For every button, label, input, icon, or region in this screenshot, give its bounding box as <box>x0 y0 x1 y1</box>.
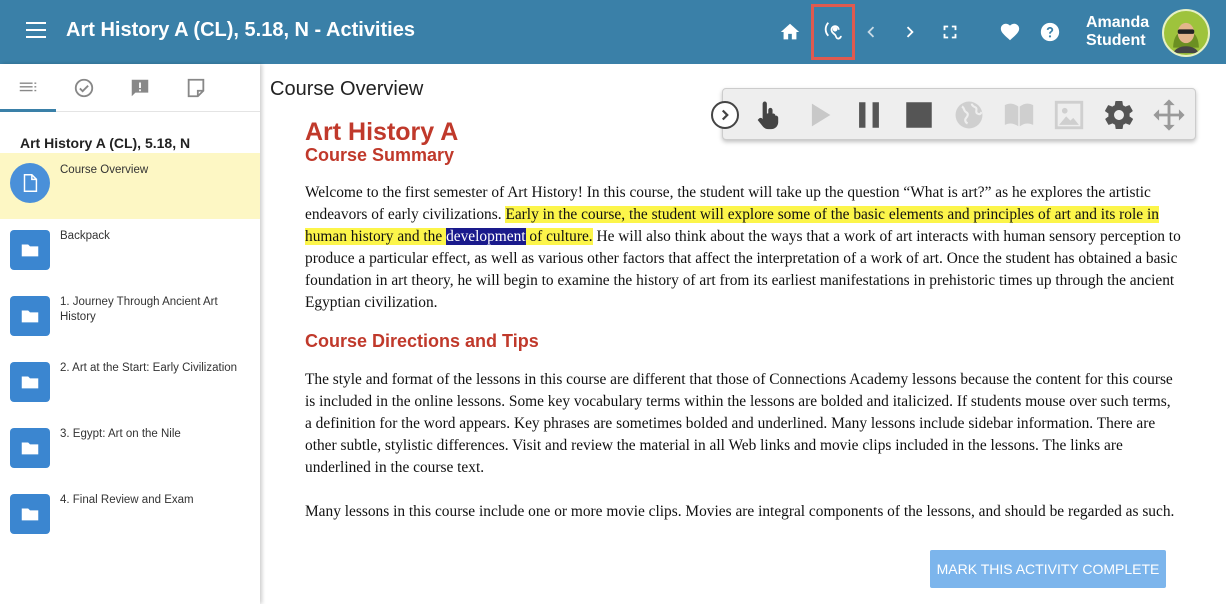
page-title: Course Overview <box>270 78 424 100</box>
fullscreen-icon[interactable] <box>934 16 966 48</box>
help-icon[interactable] <box>1034 16 1066 48</box>
tts-current-word: development <box>446 228 526 245</box>
directions-paragraph: The style and format of the lessons in this course are different that those of Connections Academy lessons because the content for this course is included in the online lessons. Some key vocabulary terms within the lessons are bolded and italicized. If students mouse over such terms, a definition for the word appears. Key phrases are sometimes bolded and underlined. Many lessons include sidebar information. There are other subtle, stylistic differences. Visit and review the material in all Web links and movie clips included in the lessons. The links are underlined in the course text. <box>305 371 1173 476</box>
sidebar-item-label: 2. Art at the Start: Early Civilization <box>60 362 238 374</box>
sidebar-item-label: 3. Egypt: Art on the Nile <box>60 428 181 440</box>
chevron-left-icon[interactable] <box>855 16 887 48</box>
sidebar-item-backpack[interactable] <box>0 219 260 285</box>
sidebar-tabs <box>0 64 260 112</box>
avatar[interactable] <box>1162 9 1210 57</box>
stop-icon[interactable] <box>901 97 937 133</box>
note-icon[interactable] <box>184 76 208 100</box>
alert-icon[interactable] <box>128 76 152 100</box>
main-content <box>262 64 1226 604</box>
collapse-icon[interactable] <box>711 101 739 129</box>
sidebar-item-course-overview[interactable] <box>0 153 260 219</box>
book-icon[interactable] <box>1001 97 1037 133</box>
heart-icon[interactable] <box>994 16 1026 48</box>
listen-icon[interactable] <box>817 16 849 48</box>
pause-icon[interactable] <box>851 97 887 133</box>
movies-paragraph: Many lessons in this course include one or more movie clips. Movies are integral components of the lessons, and should be regarded as such. <box>305 503 1175 520</box>
sidebar-item-unit-1[interactable] <box>0 285 260 351</box>
read-aloud-toolbar <box>722 88 1196 140</box>
folder-icon <box>10 428 50 468</box>
list-icon[interactable] <box>16 76 40 100</box>
document-icon <box>10 163 50 203</box>
sidebar-item-label: 1. Journey Through Ancient Art History <box>60 296 218 323</box>
menu-icon[interactable] <box>26 22 46 42</box>
section-heading: Course Directions and Tips <box>305 331 539 351</box>
sidebar-item-unit-4[interactable] <box>0 483 260 549</box>
app-header <box>0 0 1226 64</box>
sidebar-course-name: Art History A (CL), 5.18, N <box>20 135 191 151</box>
folder-icon <box>10 494 50 534</box>
course-subheading: Course Summary <box>305 145 455 165</box>
user-name[interactable]: Amanda Student <box>1086 14 1150 49</box>
image-icon[interactable] <box>1051 97 1087 133</box>
tts-highlight: of culture. <box>525 228 593 245</box>
course-heading: Art History A <box>305 118 459 146</box>
sidebar-item-label: Backpack <box>60 230 110 242</box>
mark-complete-button[interactable]: MARK THIS ACTIVITY COMPLETE <box>930 550 1166 588</box>
folder-icon <box>10 230 50 270</box>
settings-icon[interactable] <box>1101 97 1137 133</box>
sidebar-item-label: Course Overview <box>60 164 149 176</box>
folder-icon <box>10 296 50 336</box>
active-tab-indicator <box>0 109 56 112</box>
summary-paragraph: Welcome to the first semester of Art History! In this course, the student will take up the question “What is art?” as he explores the artistic endeavors of early civilizations. Early in the course, the student will explore some of the basic elements and principles of art and its role in human history and the development of culture. He will also think about the ways that a work of art interacts with human sensory perception to produce a particular effect, as well as various other factors that affect the interpretation of a work of art. Once the student has obtained a basic foundation in art theory, he will begin to examine the history of art from its earliest manifestations in prehistoric times up through the ancient Egyptian civilization. <box>305 184 1181 311</box>
folder-icon <box>10 362 50 402</box>
move-icon[interactable] <box>1151 97 1187 133</box>
tts-highlight: Early in the course, the student will explore some of the basic elements and principles of art and its role in human history and the <box>305 206 1159 245</box>
globe-icon[interactable] <box>951 97 987 133</box>
sidebar-item-unit-3[interactable] <box>0 417 260 483</box>
sidebar-item-label: 4. Final Review and Exam <box>60 494 194 506</box>
pointer-icon[interactable] <box>751 97 787 133</box>
sidebar-item-unit-2[interactable] <box>0 351 260 417</box>
check-circle-icon[interactable] <box>72 76 96 100</box>
chevron-right-icon[interactable] <box>894 16 926 48</box>
play-icon[interactable] <box>801 97 837 133</box>
sidebar <box>0 64 260 604</box>
home-icon[interactable] <box>774 16 806 48</box>
app-title: Art History A (CL), 5.18, N - Activities <box>66 19 415 41</box>
